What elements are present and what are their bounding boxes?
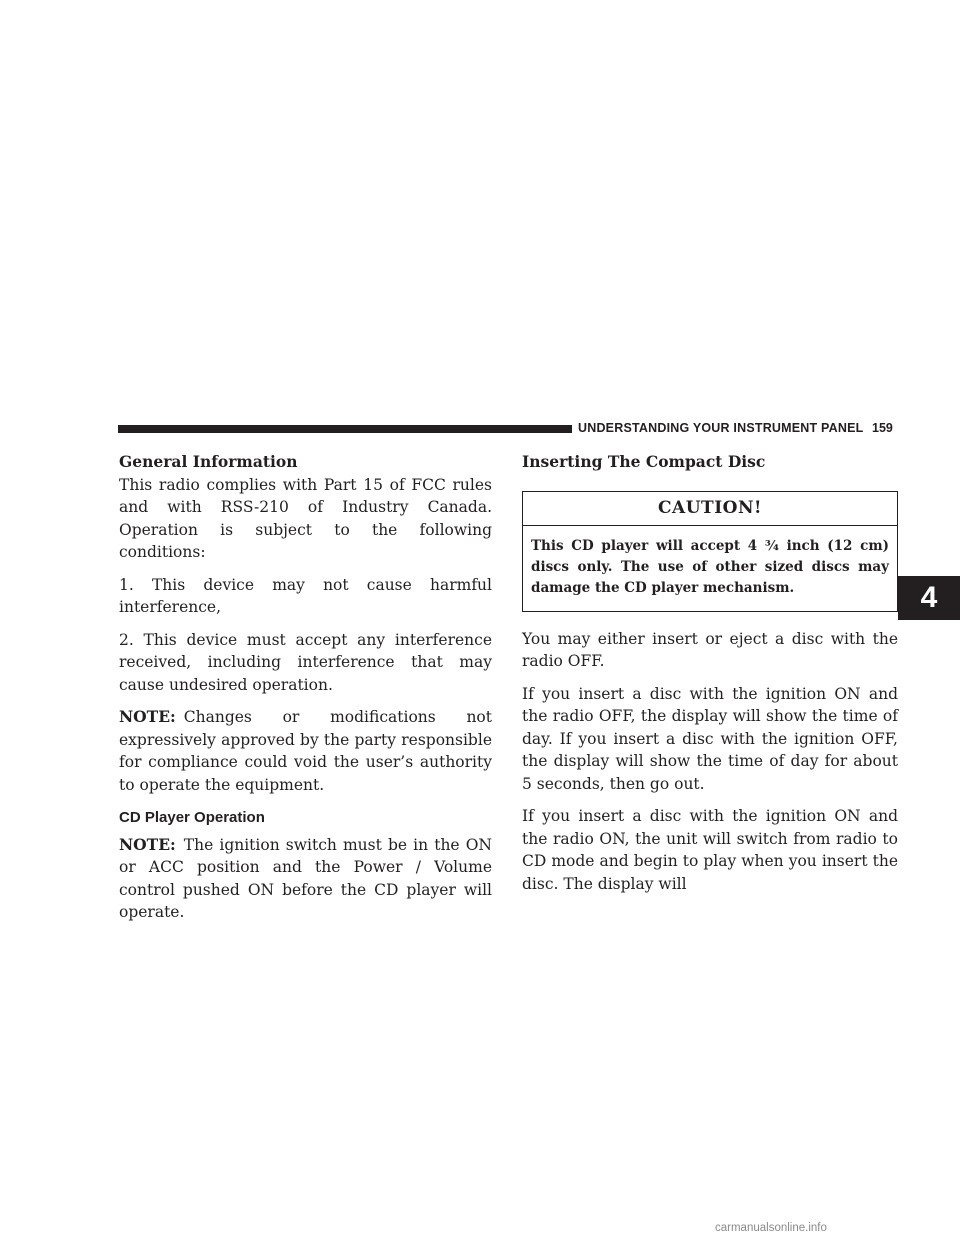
note-label: NOTE: <box>119 834 176 854</box>
note-modifications <box>119 706 492 796</box>
paragraph-insert-eject: You may either insert or eject a disc with the radio OFF. <box>522 629 898 670</box>
caution-text: This CD player will accept 4 ¾ inch (12 cm) discs only. The use of other sized discs may damage the CD player mechanism. <box>531 537 889 596</box>
chapter-tab: 4 <box>898 576 960 620</box>
section-title: UNDERSTANDING YOUR INSTRUMENT PANEL <box>578 421 864 435</box>
caution-title: CAUTION! <box>523 492 897 526</box>
note-text: Changes or modifications not expressively approved by the party responsible for compliance could void the user’s authority to operate the equipment. <box>119 708 492 794</box>
paragraph-ignition-radio-off: If you insert a disc with the ignition ON and the radio OFF, the display will show the time of day. If you insert a disc with the ignition OFF, the display will show the time of day for about 5 seconds, then go out. <box>522 684 898 793</box>
general-information-heading: General Information <box>119 452 298 471</box>
condition-2: 2. This device must accept any interference received, including interference that may cause undesired operation. <box>119 630 492 694</box>
condition-1: 1. This device may not cause harmful interference, <box>119 575 492 616</box>
left-column <box>119 451 492 924</box>
general-information-text: This radio complies with Part 15 of FCC rules and with RSS-210 of Industry Canada. Operation is subject to the following conditions: <box>119 475 492 561</box>
note-text: The ignition switch must be in the ON or ACC position and the Power / Volume control pushed ON before the CD player will operate. <box>119 835 492 921</box>
inserting-compact-disc-heading: Inserting The Compact Disc <box>522 452 766 471</box>
watermark-text: carmanualsonline.info <box>715 1222 827 1234</box>
note-label: NOTE: <box>119 707 176 726</box>
page-number: 159 <box>872 421 893 435</box>
caution-box <box>522 491 898 612</box>
right-column <box>522 451 898 895</box>
header-rule <box>118 425 572 433</box>
note-ignition <box>119 834 492 924</box>
paragraph-ignition-radio-on: If you insert a disc with the ignition ON and the radio ON, the unit will switch from radio to CD mode and begin to play when you insert the disc. The display will <box>522 807 898 893</box>
cd-player-operation-heading: CD Player Operation <box>119 809 265 826</box>
